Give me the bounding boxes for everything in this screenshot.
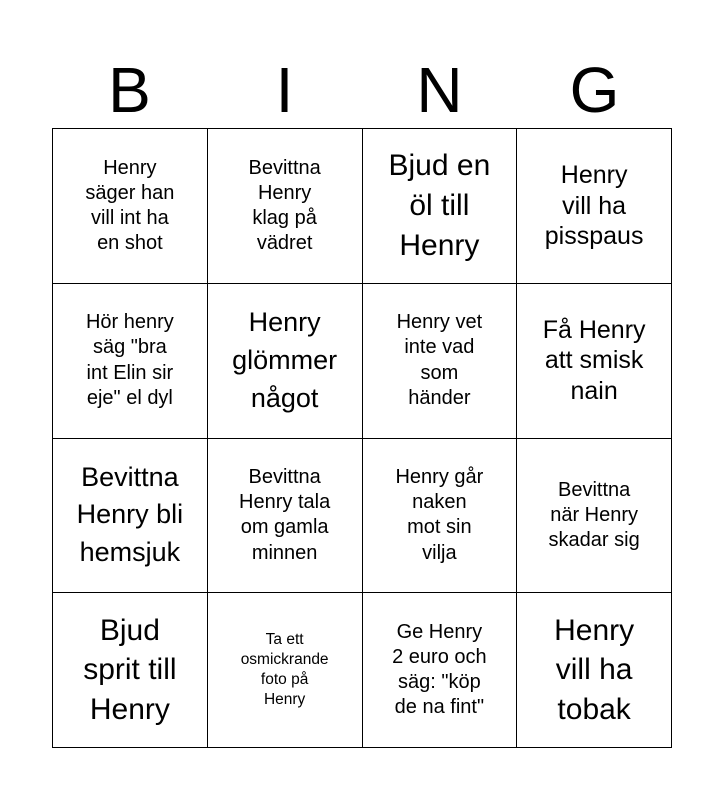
title-letter-i: I bbox=[275, 54, 294, 126]
bingo-cell-text: Få Henry att smisk nain bbox=[542, 315, 646, 405]
bingo-cell-text: Hör henry säg "bra int Elin sir eje" el dyl bbox=[85, 311, 174, 409]
bingo-cell-text: Henry vet inte vad som händer bbox=[396, 311, 483, 409]
bingo-cell-r2c2[interactable] bbox=[208, 284, 363, 439]
bingo-cell-r3c3[interactable] bbox=[363, 439, 518, 594]
bingo-cell-r4c2[interactable] bbox=[208, 593, 363, 748]
bingo-title bbox=[52, 52, 672, 128]
bingo-cell-text: Ta ett osmickrande foto på Henry bbox=[240, 630, 329, 709]
bingo-cell-text: Henry säger han vill int ha en shot bbox=[85, 156, 175, 255]
bingo-cell-text: Bevittna Henry klag på vädret bbox=[248, 156, 321, 255]
bingo-cell-r3c4[interactable] bbox=[517, 439, 672, 594]
bingo-cell-r2c4[interactable] bbox=[517, 284, 672, 439]
bingo-cell-r1c4[interactable] bbox=[517, 129, 672, 284]
title-letter-n: N bbox=[416, 54, 463, 126]
bingo-cell-r4c1[interactable] bbox=[53, 593, 208, 748]
bingo-cell-text: Henry går naken mot sin vilja bbox=[395, 466, 484, 564]
bingo-cell-r1c1[interactable] bbox=[53, 129, 208, 284]
bingo-cell-r1c3[interactable] bbox=[363, 129, 518, 284]
bingo-cell-text: Henry vill ha pisspaus bbox=[544, 161, 644, 251]
bingo-cell-r2c1[interactable] bbox=[53, 284, 208, 439]
bingo-cell-text: Bevittna Henry tala om gamla minnen bbox=[239, 466, 331, 564]
bingo-cell-text: Henry vill ha tobak bbox=[554, 613, 635, 726]
bingo-board bbox=[52, 128, 672, 748]
bingo-cell-text: Ge Henry 2 euro och säg: "köp de na fint" bbox=[392, 620, 487, 719]
bingo-cell-text: Bjud sprit till Henry bbox=[83, 613, 177, 726]
bingo-cell-text: Bjud en öl till Henry bbox=[388, 149, 491, 262]
bingo-cell-text: Bevittna när Henry skadar sig bbox=[548, 478, 640, 551]
bingo-cell-r2c3[interactable] bbox=[363, 284, 518, 439]
bingo-cell-r4c3[interactable] bbox=[363, 593, 518, 748]
title-letter-b: B bbox=[108, 54, 151, 126]
bingo-cell-text: Henry glömmer något bbox=[232, 306, 338, 413]
title-letter-g: G bbox=[569, 54, 620, 126]
bingo-cell-r1c2[interactable] bbox=[208, 129, 363, 284]
bingo-cell-r3c1[interactable] bbox=[53, 439, 208, 594]
bingo-cell-text: Bevittna Henry bli hemsjuk bbox=[76, 461, 184, 568]
bingo-cell-r4c4[interactable] bbox=[517, 593, 672, 748]
bingo-cell-r3c2[interactable] bbox=[208, 439, 363, 594]
